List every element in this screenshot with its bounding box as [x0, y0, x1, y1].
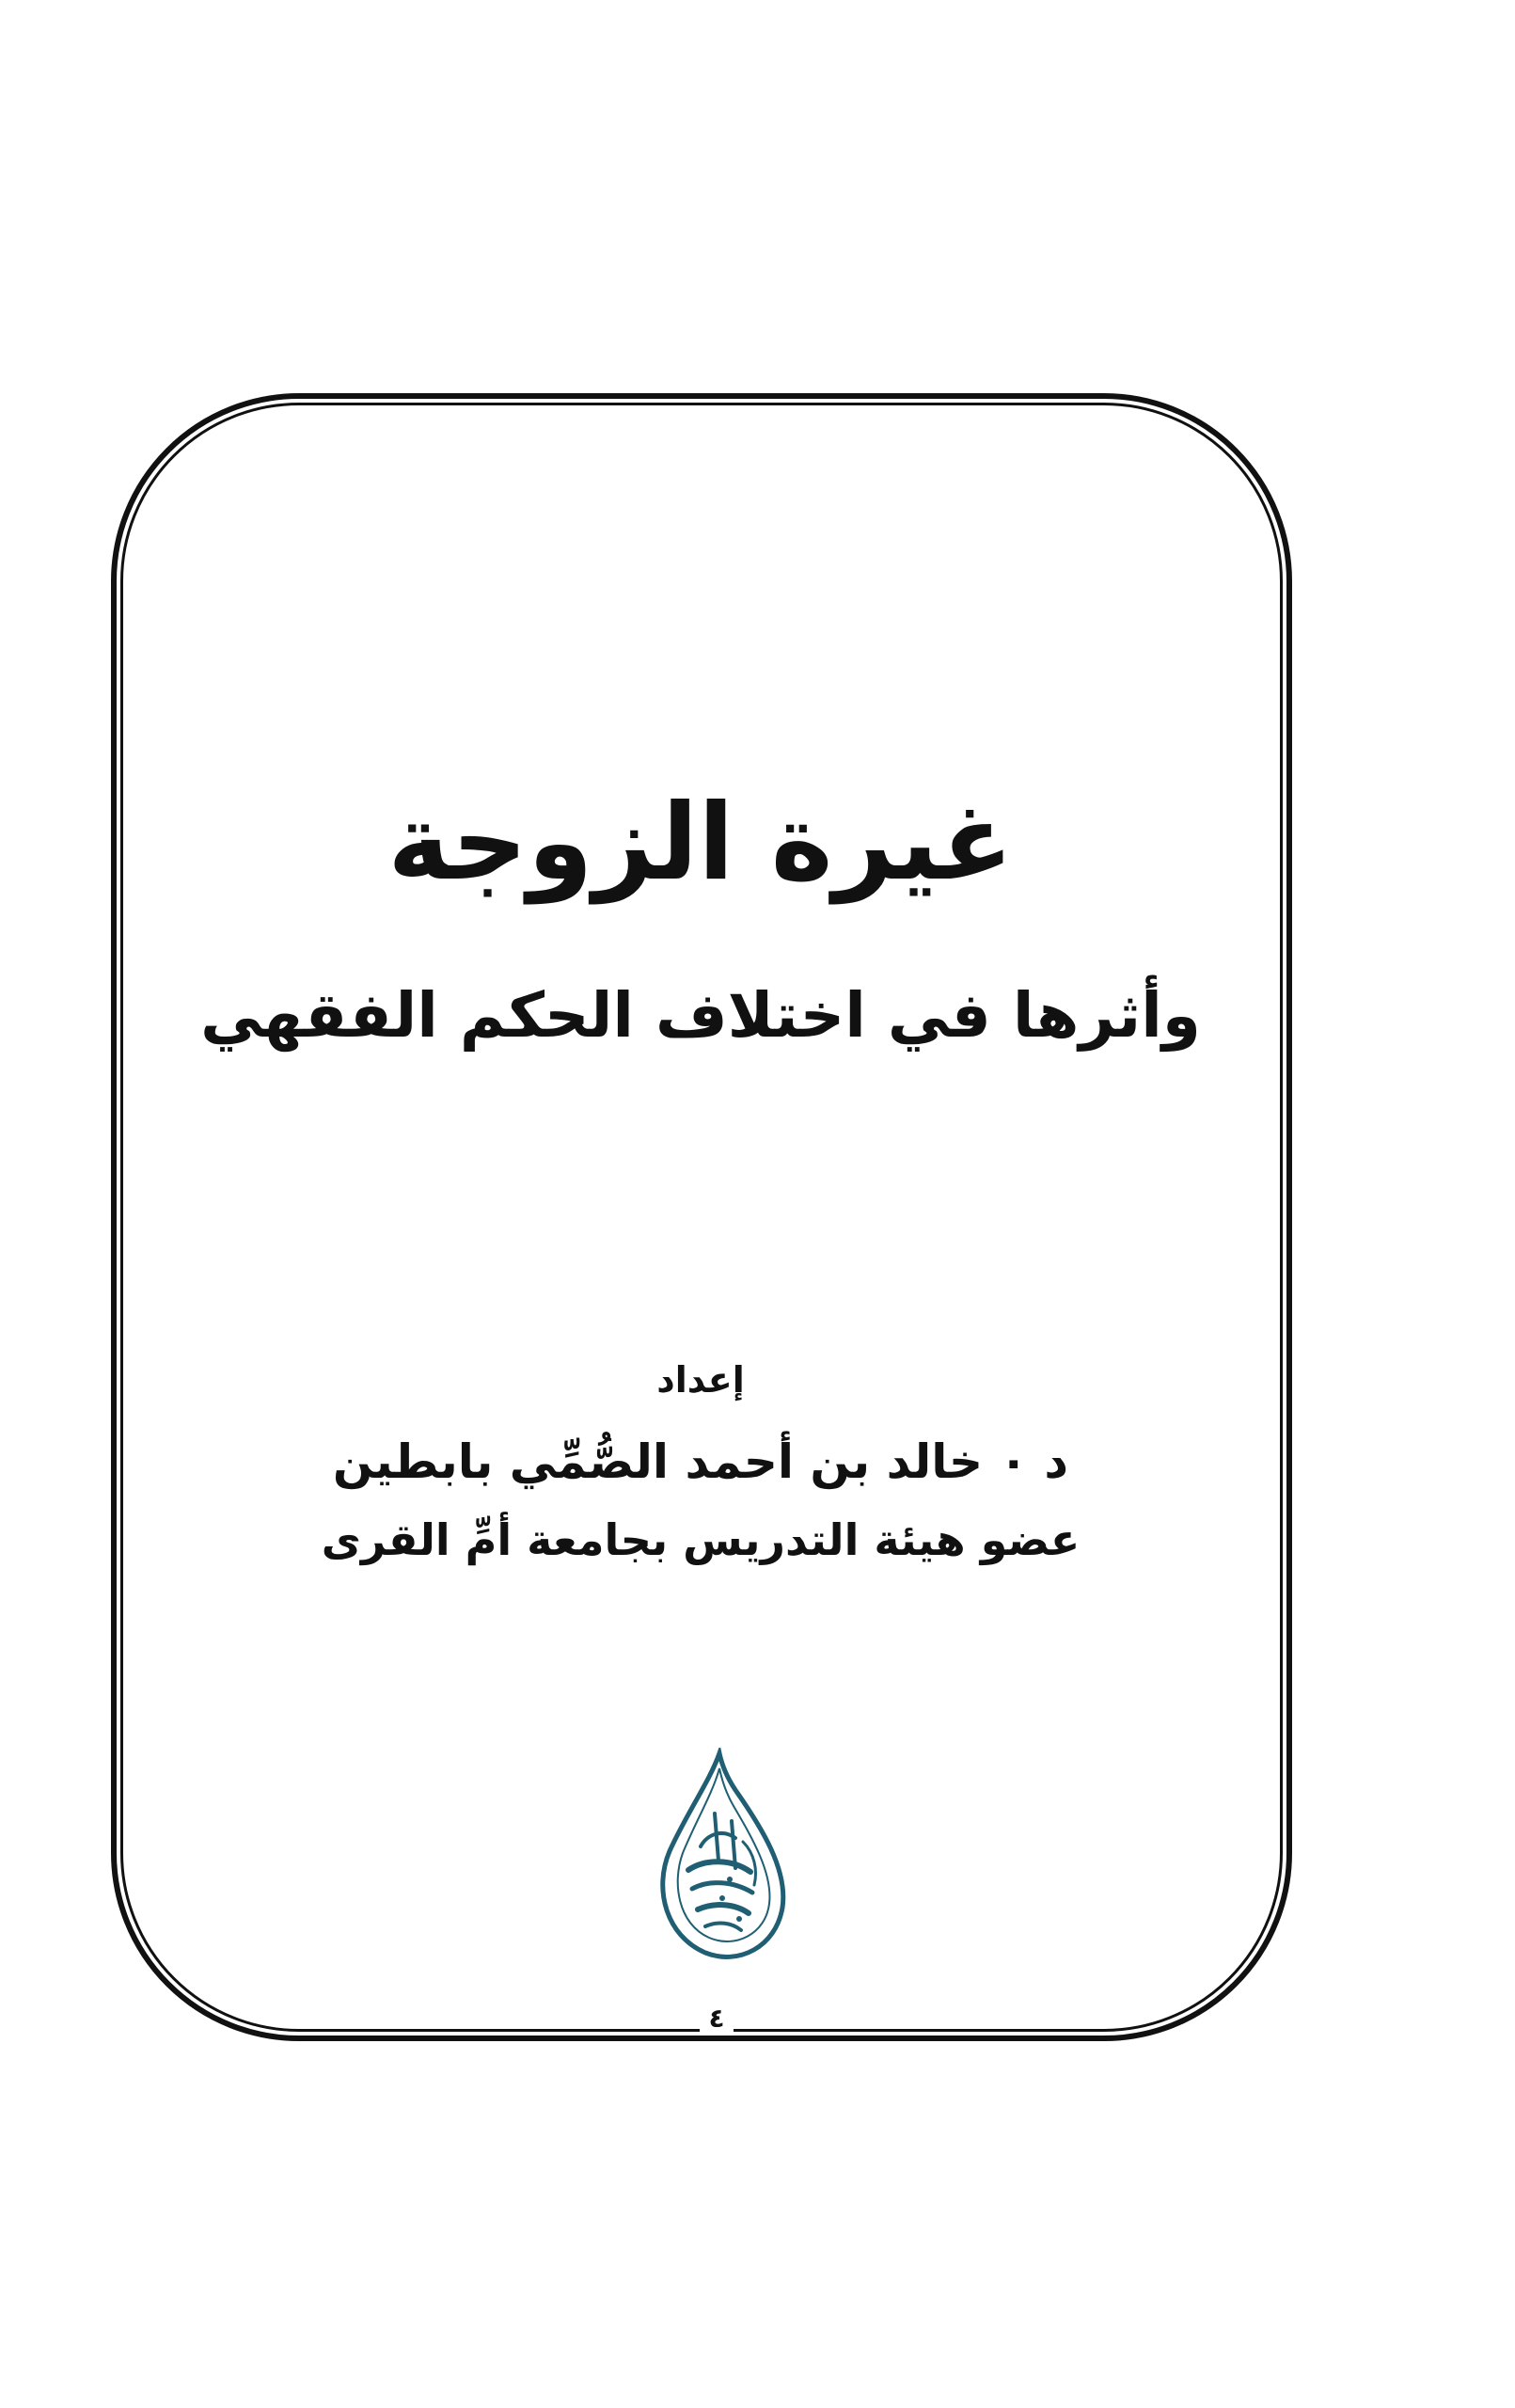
book-subtitle: وأثرها في اختلاف الحكم الفقهي: [200, 979, 1201, 1052]
book-title: غيرة الزوجة: [387, 782, 1014, 904]
prepared-by-label: إعداد: [656, 1359, 745, 1401]
author-affiliation: عضو هيئة التدريس بجامعة أمِّ القرى: [321, 1514, 1081, 1565]
page-number: ٤: [700, 2005, 734, 2032]
author-name: د ٠ خالد بن أحمد الصُّمِّي بابطين: [332, 1434, 1069, 1489]
publisher-calligraphy-drop-logo-icon: [649, 1748, 790, 1964]
